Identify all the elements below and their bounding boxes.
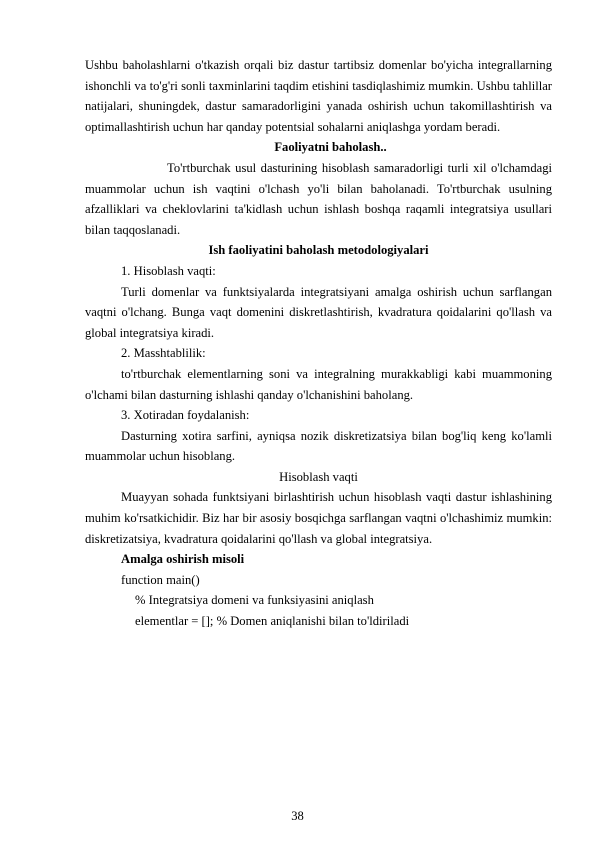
heading-implementation-example: Amalga oshirish misoli (121, 552, 245, 567)
paragraph-computation-time: Turli domenlar va funktsiyalarda integratsiyani amalga oshirish uchun sarflangan vaqtni o'lchang. Bunga vaqt domenini diskretlashtirish, kvadratura qoidalarini qo'llash va global integratsiya kiradi. (85, 284, 552, 340)
page-number: 38 (291, 809, 304, 823)
list-item-memory-usage: 3. Xotiradan foydalanish: (121, 408, 250, 423)
code-line-comment: % Integratsiya domeni va funksiyasini aniqlash (135, 593, 374, 608)
page-content (85, 55, 552, 632)
code-line-elements: elementlar = []; % Domen aniqlanishi bilan to'ldiriladi (135, 614, 410, 629)
heading-text: Faoliyatni baholash.. (274, 140, 387, 155)
heading-methodologies: Ish faoliyatini baholash metodologiyalari (208, 243, 429, 258)
paragraph-efficiency: To'rtburchak usul dasturining hisoblash samaradorligi turli xil o'lchamdagi muammolar uchun ish vaqtini o'lchash yo'li bilan baholanadi. To'rtburchak usulning afzalliklari va cheklovlarini ta'kidlash uchun ishlash boshqa raqamli integratsiya usullari bilan taqqoslanadi. (85, 160, 552, 237)
paragraph-hisoblash-vaqti: Muayyan sohada funktsiyani birlashtirish uchun hisoblash vaqti dastur ishlashining muhim ko'rsatkichidir. Biz har bir asosiy bosqichga sarflangan vaqtni o'lchashimiz mumkin: diskretizatsiya, kvadratura qoidalarini qo'llash va global integratsiya. (85, 490, 552, 546)
paragraph-intro: Ushbu baholashlarni o'tkazish orqali biz dastur tartibsiz domenlar bo'yicha integrallarning ishonchli va to'g'ri sonli taxminlarini taqdim etishini tasdiqlashimiz mumkin. Ushbu tahlillar natijalari, shuningdek, dastur samaradorligini yanada oshirish uchun takomillashtirish va optimallashtirish uchun har qanday potentsial sohalarni aniqlashga yordam beradi. (85, 58, 552, 134)
code-line-function: function main() (121, 572, 200, 587)
heading-faoliyatni-baholash (85, 137, 552, 158)
paragraph-memory-usage: Dasturning xotira sarfini, ayniqsa nozik diskretizatsiya bilan bog'liq keng ko'lamli muammolar uchun hisoblang. (85, 428, 552, 464)
list-item-scalability: 2. Masshtablilik: (121, 346, 206, 361)
heading-hisoblash-vaqti: Hisoblash vaqti (279, 469, 358, 484)
list-item-computation-time: 1. Hisoblash vaqti: (121, 263, 216, 278)
paragraph-scalability: to'rtburchak elementlarning soni va integralning murakkabligi kabi muammoning o'lchami bilan dasturning ishlashi qanday o'lchanishini baholang. (85, 366, 552, 402)
